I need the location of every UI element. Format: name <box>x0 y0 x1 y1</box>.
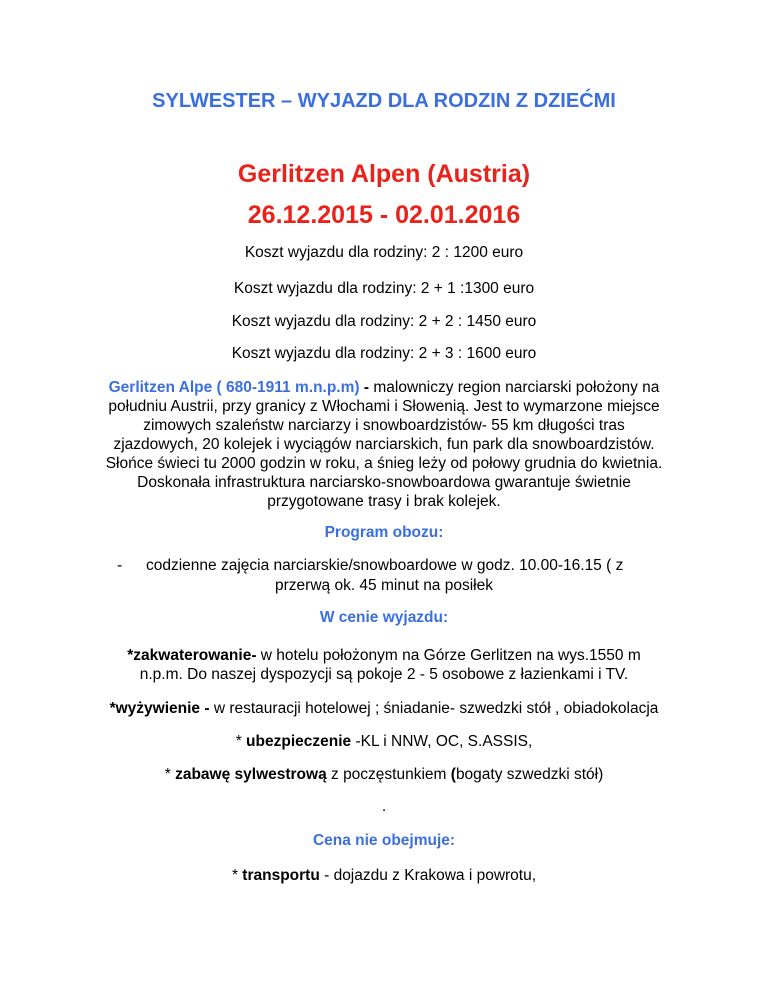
transport-prefix: * <box>231 867 243 884</box>
transport-item <box>0 867 768 885</box>
party-label: zabawę sylwestrową <box>175 766 327 783</box>
party-text-1: z poczęstunkiem <box>326 766 451 783</box>
description-text-1: malowniczy region narciarski położony na <box>373 379 660 396</box>
food-item <box>0 700 768 718</box>
party-prefix: * <box>164 766 176 783</box>
insurance-text: -KL i NNW, OC, S.ASSIS, <box>351 733 533 750</box>
cost-line-2: Koszt wyjazdu dla rodziny: 2 + 1 :1300 euro <box>233 280 535 297</box>
food-label: *wyżywienie - <box>109 700 210 717</box>
accommodation-text-2: n.p.m. Do naszej dyspozycji są pokoje 2 - 5 osobowe z łazienkami i TV. <box>139 666 629 683</box>
document-title: SYLWESTER – WYJAZD DLA RODZIN Z DZIEĆMI <box>152 90 616 112</box>
location-heading: Gerlitzen Alpen (Austria) <box>237 160 531 188</box>
description-line-4: zjazdowych, 20 kolejek i wyciągów narciarskich, fun park dla snowboardzistów. <box>113 436 655 453</box>
separator-dot: . <box>381 798 387 815</box>
insurance-prefix: * <box>235 733 247 750</box>
description-line-3: zimowych szaleństw narciarzy i snowboardzistów- 55 km długości tras <box>143 417 625 434</box>
accommodation-text-1: w hotelu położonym na Górze Gerlitzen na wys.1550 m <box>256 647 641 664</box>
cost-line-4: Koszt wyjazdu dla rodziny: 2 + 3 : 1600 euro <box>231 345 537 362</box>
party-paren: ( <box>450 766 456 783</box>
food-text: w restauracji hotelowej ; śniadanie- szwedzki stół , obiadokolacja <box>209 700 659 717</box>
cost-line-3: Koszt wyjazdu dla rodziny: 2 + 2 : 1450 euro <box>231 313 537 330</box>
transport-label: transportu <box>242 867 320 884</box>
program-item-line-1: codzienne zajęcia narciarskie/snowboardowe w godz. 10.00-16.15 ( z <box>146 557 624 574</box>
program-heading: Program obozu: <box>324 524 444 541</box>
description-line-7: przygotowane trasy i brak kolejek. <box>267 493 501 510</box>
description-line-2: południu Austrii, przy granicy z Włochami i Słowenią. Jest to wymarzone miejsce <box>108 398 660 415</box>
cost-line-1: Koszt wyjazdu dla rodziny: 2 : 1200 euro <box>244 244 524 261</box>
insurance-item <box>0 733 768 751</box>
accommodation-item <box>0 646 768 684</box>
insurance-label: ubezpieczenie <box>246 733 352 750</box>
party-text-2: bogaty szwedzki stół) <box>455 766 604 783</box>
accommodation-label: *zakwaterowanie- <box>127 647 257 664</box>
transport-text: - dojazdu z Krakowa i powrotu, <box>319 867 537 884</box>
description-lead: Gerlitzen Alpe ( 680-1911 m.n.p.m) <box>108 379 360 396</box>
description-line-1 <box>0 378 768 397</box>
included-heading: W cenie wyjazdu: <box>319 609 449 626</box>
dates-heading: 26.12.2015 - 02.01.2016 <box>247 201 521 229</box>
program-bullet: - <box>117 557 123 574</box>
description-dash: - <box>359 379 374 396</box>
party-item <box>0 766 768 784</box>
description-line-6: Doskonała infrastruktura narciarsko-snowboardowa gwarantuje świetnie <box>137 474 631 491</box>
excluded-heading: Cena nie obejmuje: <box>312 832 456 849</box>
program-item-line-2: przerwą ok. 45 minut na posiłek <box>275 577 493 594</box>
description-paragraph <box>0 378 768 511</box>
description-line-5: Słońce świeci tu 2000 godzin w roku, a śnieg leży od połowy grudnia do kwietnia. <box>105 455 663 472</box>
